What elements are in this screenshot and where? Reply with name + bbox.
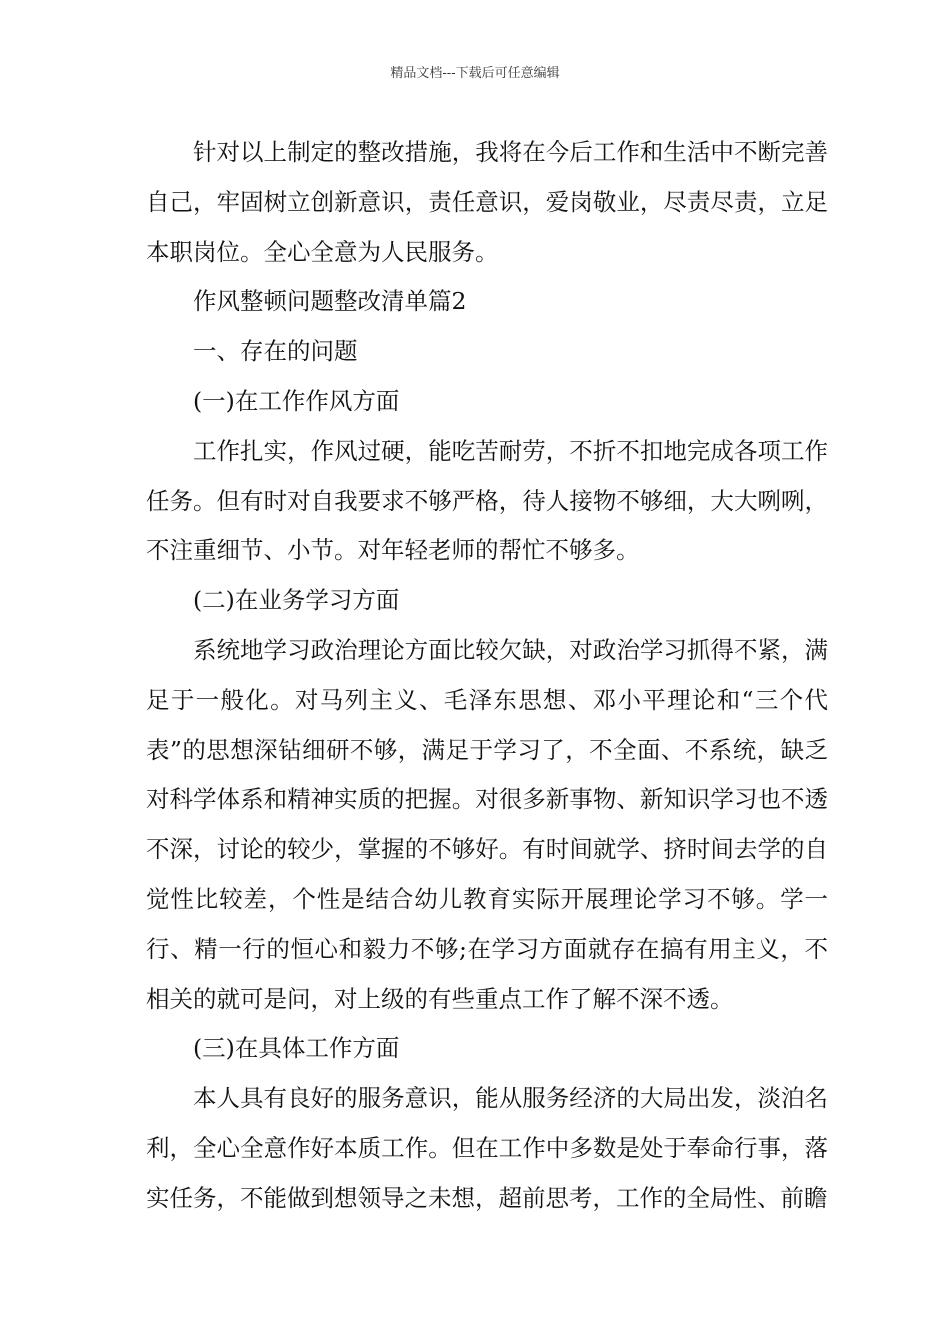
subheading-work-style: (一)在工作作风方面 xyxy=(193,386,400,415)
document-body xyxy=(146,128,828,1224)
paragraph-work-style: 工作扎实，作风过硬，能吃苦耐劳，不折不扣地完成各项工作任务。但有时对自我要求不够严格，待人接物不够细，大大咧咧，不注重细节、小节。对年轻老师的帮忙不够多。 xyxy=(146,436,828,565)
section-title-part-2: 作风整顿问题整改清单篇2 xyxy=(193,287,467,316)
heading-existing-problems: 一、存在的问题 xyxy=(193,337,358,366)
page-header: 精品文档---下载后可任意编辑 xyxy=(390,66,560,81)
paragraph-specific-work: 本人具有良好的服务意识，能从服务经济的大局出发，淡泊名利，全心全意作好本质工作。但在工作中多数是处于奉命行事，落实任务，不能做到想领导之未想，超前思考，工作的全局性、前瞻 xyxy=(146,1084,828,1212)
paragraph-professional-study: 系统地学习政治理论方面比较欠缺，对政治学习抓得不紧，满足于一般化。对马列主义、毛泽东思想、邓小平理论和“三个代表”的思想深钻细研不够，满足于学习了，不全面、不系统，缺乏对科学体系和精神实质的把握。对很多新事物、新知识学习也不透不深，讨论的较少，掌握的不够好。有时间就学、挤时间去学的自觉性比较差，个性是结合幼儿教育实际开展理论学习不够。学一行、精一行的恒心和毅力不够;在学习方面就存在搞有用主义，不相关的就可是问，对上级的有些重点工作了解不深不透。 xyxy=(146,635,828,1013)
subheading-specific-work: (三)在具体工作方面 xyxy=(193,1034,400,1063)
subheading-professional-study: (二)在业务学习方面 xyxy=(193,586,400,615)
paragraph-rectification-commitment: 针对以上制定的整改措施，我将在今后工作和生活中不断完善自己，牢固树立创新意识，责任意识，爱岗敬业，尽责尽责，立足本职岗位。全心全意为人民服务。 xyxy=(146,138,828,266)
